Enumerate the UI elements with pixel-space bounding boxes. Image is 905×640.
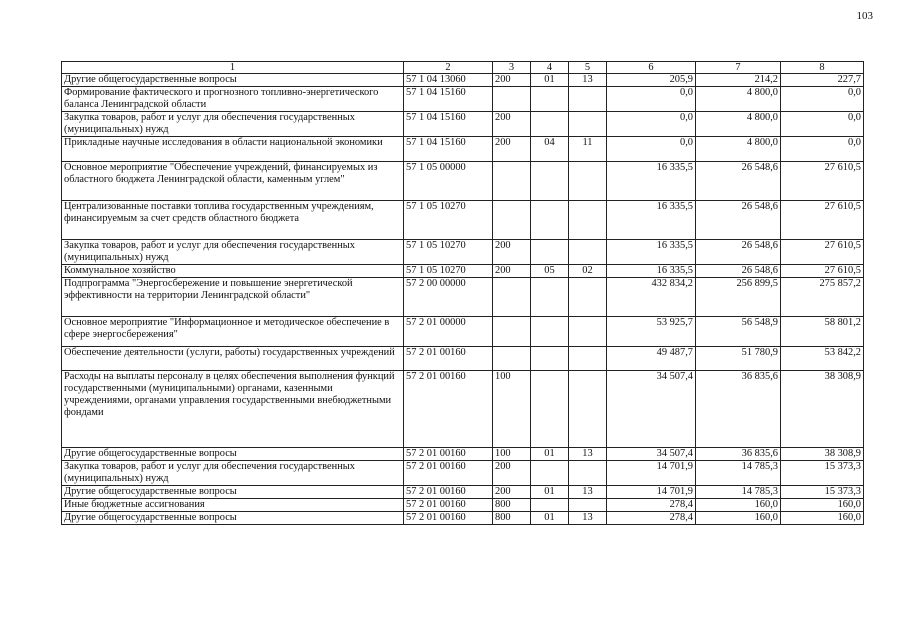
expense-type-cell: 200: [493, 461, 531, 486]
amount-col6-cell: 278,4: [607, 512, 696, 525]
amount-col7-cell: 51 780,9: [696, 347, 781, 371]
target-article-cell: 57 1 05 10270: [404, 240, 493, 265]
amount-col8-cell: 27 610,5: [781, 240, 864, 265]
section-cell: [531, 371, 569, 448]
amount-col6-cell: 16 335,5: [607, 265, 696, 278]
subsection-cell: 13: [569, 74, 607, 87]
table-row: [62, 112, 864, 137]
amount-col6-cell: 14 701,9: [607, 461, 696, 486]
row-name-cell: Коммунальное хозяйство: [62, 265, 404, 278]
subsection-cell: [569, 278, 607, 317]
target-article-cell: 57 1 04 15160: [404, 87, 493, 112]
amount-col8-cell: 227,7: [781, 74, 864, 87]
expense-type-cell: 200: [493, 240, 531, 265]
amount-col6-cell: 14 701,9: [607, 486, 696, 499]
target-article-cell: 57 2 00 00000: [404, 278, 493, 317]
section-cell: 05: [531, 265, 569, 278]
target-article-cell: 57 2 01 00160: [404, 461, 493, 486]
column-header: 1: [62, 62, 404, 74]
table-row: [62, 265, 864, 278]
section-cell: 01: [531, 448, 569, 461]
expense-type-cell: 100: [493, 371, 531, 448]
expense-type-cell: 200: [493, 486, 531, 499]
section-cell: [531, 347, 569, 371]
target-article-cell: 57 2 01 00160: [404, 499, 493, 512]
column-header: 6: [607, 62, 696, 74]
expense-type-cell: [493, 162, 531, 201]
amount-col7-cell: 214,2: [696, 74, 781, 87]
subsection-cell: 13: [569, 512, 607, 525]
table-row: [62, 512, 864, 525]
row-name-cell: Закупка товаров, работ и услуг для обеспечения государственных (муниципальных) нужд: [62, 240, 404, 265]
amount-col6-cell: 0,0: [607, 137, 696, 162]
table-row: [62, 87, 864, 112]
amount-col7-cell: 160,0: [696, 499, 781, 512]
table-row: [62, 461, 864, 486]
section-cell: 01: [531, 74, 569, 87]
section-cell: [531, 201, 569, 240]
target-article-cell: 57 1 05 10270: [404, 265, 493, 278]
amount-col6-cell: 16 335,5: [607, 201, 696, 240]
column-header: 2: [404, 62, 493, 74]
amount-col8-cell: 27 610,5: [781, 265, 864, 278]
section-cell: 01: [531, 486, 569, 499]
row-name-cell: Прикладные научные исследования в области национальной экономики: [62, 137, 404, 162]
table-row: [62, 74, 864, 87]
amount-col8-cell: 0,0: [781, 137, 864, 162]
row-name-cell: Закупка товаров, работ и услуг для обеспечения государственных (муниципальных) нужд: [62, 112, 404, 137]
row-name-cell: Обеспечение деятельности (услуги, работы) государственных учреждений: [62, 347, 404, 371]
amount-col8-cell: 27 610,5: [781, 201, 864, 240]
amount-col8-cell: 275 857,2: [781, 278, 864, 317]
row-name-cell: Формирование фактического и прогнозного топливно-энергетического баланса Ленинградской области: [62, 87, 404, 112]
subsection-cell: [569, 87, 607, 112]
table-row: [62, 371, 864, 448]
amount-col8-cell: 53 842,2: [781, 347, 864, 371]
table-row: [62, 137, 864, 162]
budget-table: [61, 61, 864, 525]
expense-type-cell: 200: [493, 265, 531, 278]
amount-col7-cell: 14 785,3: [696, 486, 781, 499]
amount-col8-cell: 38 308,9: [781, 448, 864, 461]
expense-type-cell: 800: [493, 499, 531, 512]
expense-type-cell: [493, 201, 531, 240]
amount-col6-cell: 53 925,7: [607, 317, 696, 347]
target-article-cell: 57 1 05 10270: [404, 201, 493, 240]
table-row: [62, 448, 864, 461]
section-cell: [531, 112, 569, 137]
amount-col8-cell: 15 373,3: [781, 461, 864, 486]
row-name-cell: Расходы на выплаты персоналу в целях обеспечения выполнения функций государственными (муниципальными) органами, казенными учреждениями, органами управления государственными внебюджетными фондами: [62, 371, 404, 448]
subsection-cell: [569, 201, 607, 240]
table-row: [62, 347, 864, 371]
section-cell: [531, 240, 569, 265]
amount-col6-cell: 0,0: [607, 87, 696, 112]
expense-type-cell: [493, 87, 531, 112]
amount-col6-cell: 16 335,5: [607, 162, 696, 201]
subsection-cell: 13: [569, 486, 607, 499]
expense-type-cell: [493, 347, 531, 371]
table-row: [62, 317, 864, 347]
section-cell: [531, 317, 569, 347]
amount-col7-cell: 26 548,6: [696, 265, 781, 278]
table-row: [62, 201, 864, 240]
amount-col7-cell: 256 899,5: [696, 278, 781, 317]
target-article-cell: 57 2 01 00160: [404, 512, 493, 525]
section-cell: 01: [531, 512, 569, 525]
amount-col7-cell: 14 785,3: [696, 461, 781, 486]
subsection-cell: [569, 461, 607, 486]
row-name-cell: Закупка товаров, работ и услуг для обеспечения государственных (муниципальных) нужд: [62, 461, 404, 486]
table-row: [62, 278, 864, 317]
table-row: [62, 162, 864, 201]
table-row: [62, 499, 864, 512]
amount-col6-cell: 16 335,5: [607, 240, 696, 265]
subsection-cell: 02: [569, 265, 607, 278]
row-name-cell: Подпрограмма "Энергосбережение и повышение энергетической эффективности на территории Ленинградской области": [62, 278, 404, 317]
row-name-cell: Основное мероприятие "Обеспечение учреждений, финансируемых из областного бюджета Ленинградской области, каменным углем": [62, 162, 404, 201]
subsection-cell: [569, 371, 607, 448]
amount-col8-cell: 58 801,2: [781, 317, 864, 347]
target-article-cell: 57 1 04 13060: [404, 74, 493, 87]
row-name-cell: Иные бюджетные ассигнования: [62, 499, 404, 512]
expense-type-cell: [493, 317, 531, 347]
section-cell: [531, 162, 569, 201]
amount-col6-cell: 432 834,2: [607, 278, 696, 317]
target-article-cell: 57 2 01 00160: [404, 486, 493, 499]
amount-col8-cell: 0,0: [781, 87, 864, 112]
row-name-cell: Централизованные поставки топлива государственным учреждениям, финансируемым за счет средств областного бюджета: [62, 201, 404, 240]
column-header: 3: [493, 62, 531, 74]
amount-col8-cell: 0,0: [781, 112, 864, 137]
column-header: 5: [569, 62, 607, 74]
amount-col7-cell: 4 800,0: [696, 112, 781, 137]
subsection-cell: 11: [569, 137, 607, 162]
row-name-cell: Другие общегосударственные вопросы: [62, 74, 404, 87]
amount-col6-cell: 0,0: [607, 112, 696, 137]
amount-col7-cell: 36 835,6: [696, 371, 781, 448]
target-article-cell: 57 1 05 00000: [404, 162, 493, 201]
amount-col7-cell: 26 548,6: [696, 201, 781, 240]
section-cell: [531, 278, 569, 317]
row-name-cell: Другие общегосударственные вопросы: [62, 486, 404, 499]
amount-col7-cell: 56 548,9: [696, 317, 781, 347]
column-header: 4: [531, 62, 569, 74]
expense-type-cell: [493, 278, 531, 317]
amount-col8-cell: 38 308,9: [781, 371, 864, 448]
amount-col7-cell: 4 800,0: [696, 137, 781, 162]
amount-col7-cell: 4 800,0: [696, 87, 781, 112]
subsection-cell: [569, 499, 607, 512]
amount-col6-cell: 34 507,4: [607, 371, 696, 448]
subsection-cell: 13: [569, 448, 607, 461]
column-header: 8: [781, 62, 864, 74]
expense-type-cell: 200: [493, 137, 531, 162]
target-article-cell: 57 2 01 00000: [404, 317, 493, 347]
target-article-cell: 57 1 04 15160: [404, 112, 493, 137]
table-row: [62, 486, 864, 499]
target-article-cell: 57 1 04 15160: [404, 137, 493, 162]
amount-col8-cell: 15 373,3: [781, 486, 864, 499]
amount-col7-cell: 160,0: [696, 512, 781, 525]
row-name-cell: Другие общегосударственные вопросы: [62, 448, 404, 461]
subsection-cell: [569, 112, 607, 137]
subsection-cell: [569, 347, 607, 371]
expense-type-cell: 200: [493, 74, 531, 87]
page-number: 103: [856, 10, 873, 22]
section-cell: [531, 87, 569, 112]
amount-col8-cell: 160,0: [781, 499, 864, 512]
amount-col7-cell: 26 548,6: [696, 240, 781, 265]
target-article-cell: 57 2 01 00160: [404, 347, 493, 371]
amount-col6-cell: 205,9: [607, 74, 696, 87]
expense-type-cell: 800: [493, 512, 531, 525]
amount-col6-cell: 49 487,7: [607, 347, 696, 371]
section-cell: [531, 461, 569, 486]
target-article-cell: 57 2 01 00160: [404, 448, 493, 461]
amount-col7-cell: 26 548,6: [696, 162, 781, 201]
expense-type-cell: 200: [493, 112, 531, 137]
expense-type-cell: 100: [493, 448, 531, 461]
section-cell: [531, 499, 569, 512]
header-row: [62, 62, 864, 74]
subsection-cell: [569, 240, 607, 265]
amount-col6-cell: 34 507,4: [607, 448, 696, 461]
subsection-cell: [569, 162, 607, 201]
amount-col8-cell: 160,0: [781, 512, 864, 525]
table-row: [62, 240, 864, 265]
column-header: 7: [696, 62, 781, 74]
section-cell: 04: [531, 137, 569, 162]
row-name-cell: Другие общегосударственные вопросы: [62, 512, 404, 525]
target-article-cell: 57 2 01 00160: [404, 371, 493, 448]
amount-col8-cell: 27 610,5: [781, 162, 864, 201]
amount-col7-cell: 36 835,6: [696, 448, 781, 461]
subsection-cell: [569, 317, 607, 347]
amount-col6-cell: 278,4: [607, 499, 696, 512]
row-name-cell: Основное мероприятие "Информационное и методическое обеспечение в сфере энергосбережения": [62, 317, 404, 347]
